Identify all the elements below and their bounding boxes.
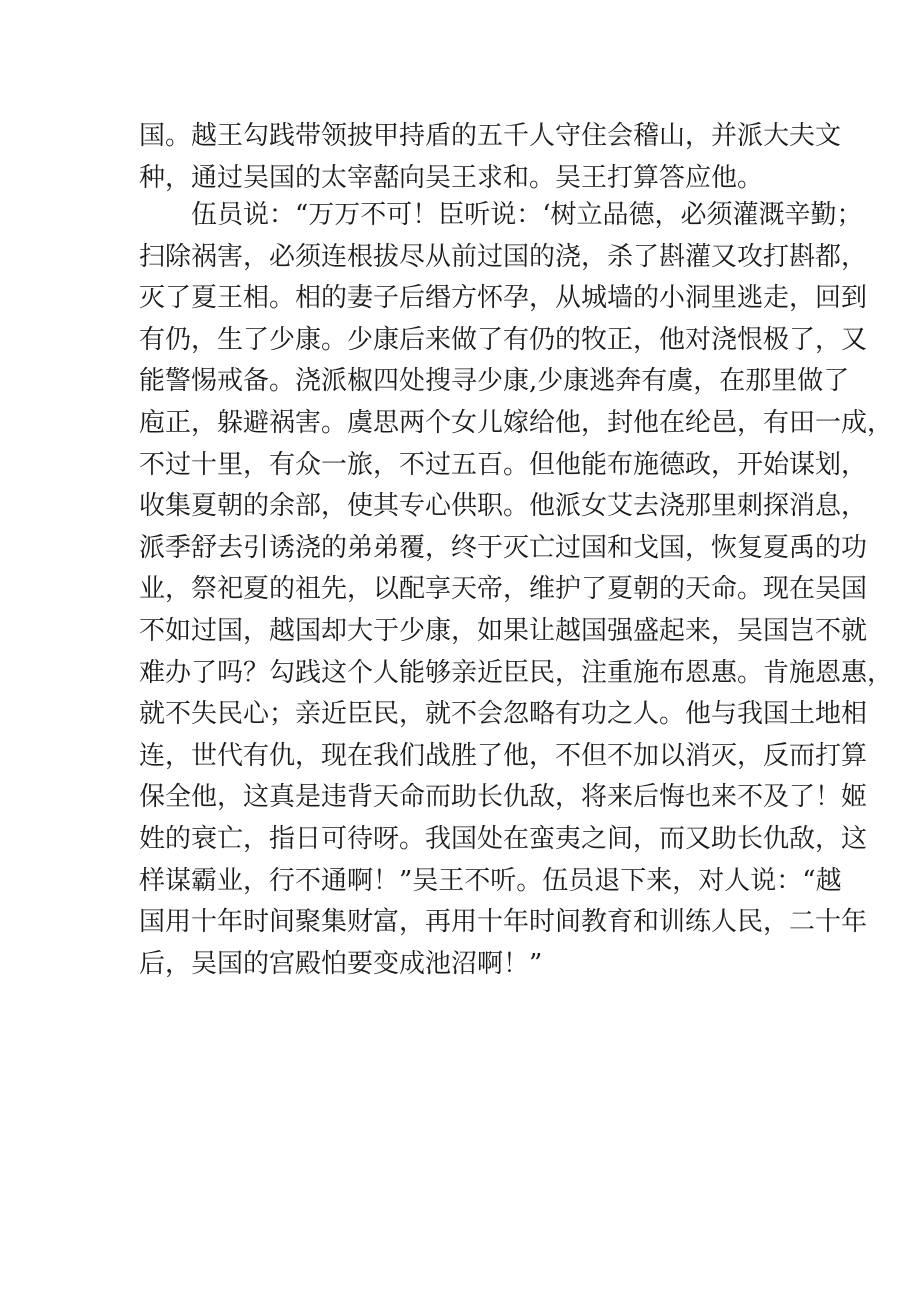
text-line: 连，世代有仇，现在我们战胜了他，不但不加以消灭，反而打算 xyxy=(139,740,868,771)
text-line: 姓的衰亡，指日可待呀。我国处在蛮夷之间，而又助长仇敌，这 xyxy=(139,823,868,854)
text-line: 伍员说：“万万不可！臣听说：‘树立品德，必须灌溉辛勤； xyxy=(191,200,863,230)
text-line: 有仍，生了少康。少康后来做了有仍的牧正，他对浇恨极了，又 xyxy=(139,324,868,355)
text-line: 不如过国，越国却大于少康，如果让越国强盛起来，吴国岂不就 xyxy=(139,615,868,646)
text-line: 保全他，这真是违背天命而助长仇敌，将来后悔也来不及了！姬 xyxy=(139,782,868,813)
text-line: 国用十年时间聚集财富，再用十年时间教育和训练人民，二十年 xyxy=(139,907,868,938)
text-line: 种，通过吴国的太宰嚭向吴王求和。吴王打算答应他。 xyxy=(139,162,764,193)
text-line: 扫除祸害，必须连根拔尽从前过国的浇，杀了斟灌又攻打斟都， xyxy=(139,241,868,272)
paragraph-2 xyxy=(139,195,894,985)
text-line: 就不失民心；亲近臣民，就不会忽略有功之人。他与我国土地相 xyxy=(139,699,868,730)
text-line: 能警惕戒备。浇派椒四处搜寻少康,少康逃奔有虞，在那里做了 xyxy=(139,366,850,397)
text-line: 收集夏朝的余部，使其专心供职。他派女艾去浇那里刺探消息， xyxy=(139,491,868,522)
text-line: 庖正，躲避祸害。虞思两个女儿嫁给他，封他在纶邑，有田一成， xyxy=(139,407,894,438)
text-line: 后，吴国的宫殿怕要变成池沼啊！” xyxy=(139,948,543,979)
text-line: 业，祭祀夏的祖先，以配享天帝，维护了夏朝的天命。现在吴国 xyxy=(139,574,868,605)
text-line: 样谋霸业，行不通啊！”吴王不听。伍员退下来，对人说：“越 xyxy=(139,865,842,896)
text-line: 国。越王勾践带领披甲持盾的五千人守住会稽山，并派大夫文 xyxy=(139,121,842,151)
text-line: 难办了吗？勾践这个人能够亲近臣民，注重施布恩惠。肯施恩惠， xyxy=(139,657,894,688)
text-line: 不过十里，有众一旅，不过五百。但他能布施德政，开始谋划， xyxy=(139,449,868,480)
text-line: 灭了夏王相。相的妻子后缗方怀孕，从城墙的小洞里逃走，回到 xyxy=(139,283,868,314)
text-line: 派季舒去引诱浇的弟弟覆，终于灭亡过国和戈国，恢复夏禹的功 xyxy=(139,532,868,563)
paragraph-1 xyxy=(139,116,842,199)
